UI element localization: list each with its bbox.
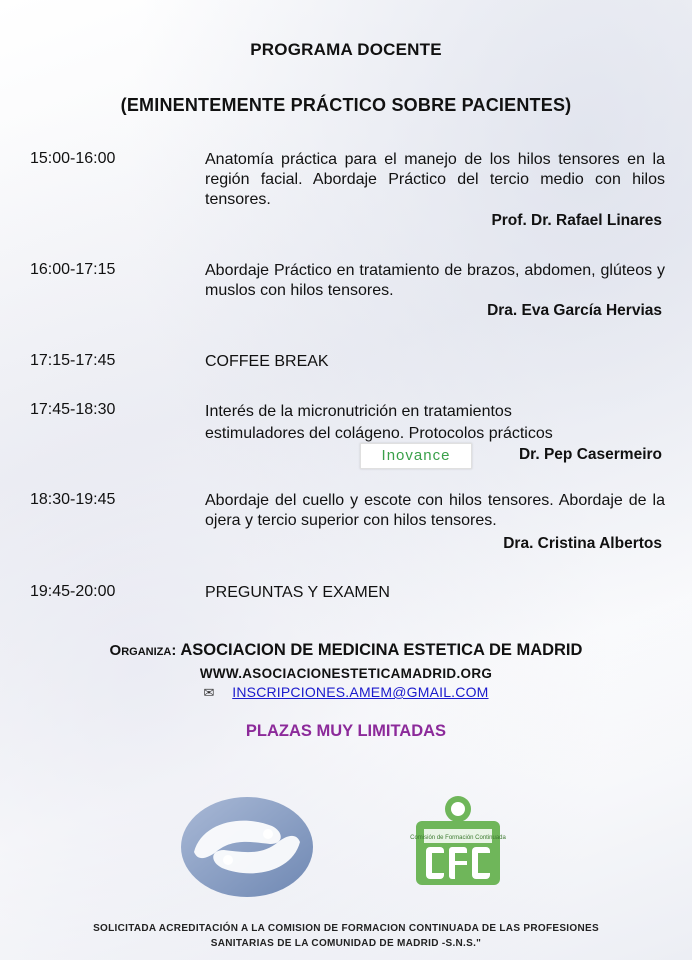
page-subtitle: (EMINENTEMENTE PRÁCTICO SOBRE PACIENTES)	[120, 95, 572, 115]
envelope-icon: ✉	[203, 685, 215, 700]
schedule-description: Abordaje del cuello y escote con hilos tensores. Abordaje de la ojera y tercio superior con hilos tensores.	[205, 492, 665, 529]
page-title: PROGRAMA DOCENTE	[250, 40, 442, 59]
logo-head-inner	[451, 802, 465, 816]
schedule-time: 18:30-19:45	[30, 491, 116, 508]
email-line	[0, 684, 692, 701]
letter-f-cut2	[455, 865, 467, 879]
schedule-description: COFFEE BREAK	[205, 353, 329, 370]
schedule-description: Interés de la micronutrición en tratamientos estimuladores del colágeno. Protocolos prácticos	[205, 403, 553, 442]
organizer-name: ASOCIACION DE MEDICINA ESTETICA DE MADRID	[180, 641, 583, 659]
footer-line-2: SANITARIAS DE LA COMUNIDAD DE MADRID -S.N.S."	[210, 938, 482, 949]
schedule-time: 15:00-16:00	[30, 150, 116, 167]
organizer-label: Organiza:	[109, 642, 177, 659]
limited-places-notice: PLAZAS MUY LIMITADAS	[245, 722, 447, 740]
website-link[interactable]: WWW.ASOCIACIONESTETICAMADRID.ORG	[199, 666, 493, 681]
schedule-time: 16:00-17:15	[30, 261, 116, 278]
schedule-description: PREGUNTAS Y EXAMEN	[205, 584, 390, 601]
letter-c-left-cut	[432, 853, 444, 873]
letter-f-cut1	[455, 853, 467, 861]
email-link[interactable]: INSCRIPCIONES.AMEM@GMAIL.COM	[232, 684, 489, 700]
schedule-speaker: Dra. Cristina Albertos	[503, 535, 662, 552]
schedule-speaker: Dra. Eva García Hervias	[487, 302, 662, 319]
organizer	[0, 641, 692, 660]
schedule-time: 17:15-17:45	[30, 352, 116, 369]
schedule-description: Abordaje Práctico en tratamiento de brazos, abdomen, glúteos y muslos con hilos tensores.	[205, 262, 665, 299]
schedule-speaker: Dr. Pep Casermeiro	[518, 446, 662, 463]
inovance-logo: Inovance	[360, 443, 472, 469]
letter-c-right-cut	[478, 853, 490, 873]
schedule-time: 17:45-18:30	[30, 401, 116, 418]
footer-line-1: SOLICITADA ACREDITACIÓN A LA COMISION DE FORMACION CONTINUADA DE LAS PROFESIONES	[93, 923, 599, 934]
schedule-time: 19:45-20:00	[30, 583, 116, 600]
schedule-description: Anatomía práctica para el manejo de los hilos tensores en la región facial. Abordaje Práctico del tercio medio con hilos tensores.	[205, 151, 665, 208]
comision-formacion-continuada-logo-icon	[410, 793, 506, 889]
schedule-speaker: Prof. Dr. Rafael Linares	[491, 212, 662, 229]
hands-logo-icon	[172, 792, 322, 902]
finger-shape	[223, 855, 233, 865]
finger-shape	[263, 829, 273, 839]
logo-text: Comisión de Formación Continuada	[410, 835, 506, 841]
